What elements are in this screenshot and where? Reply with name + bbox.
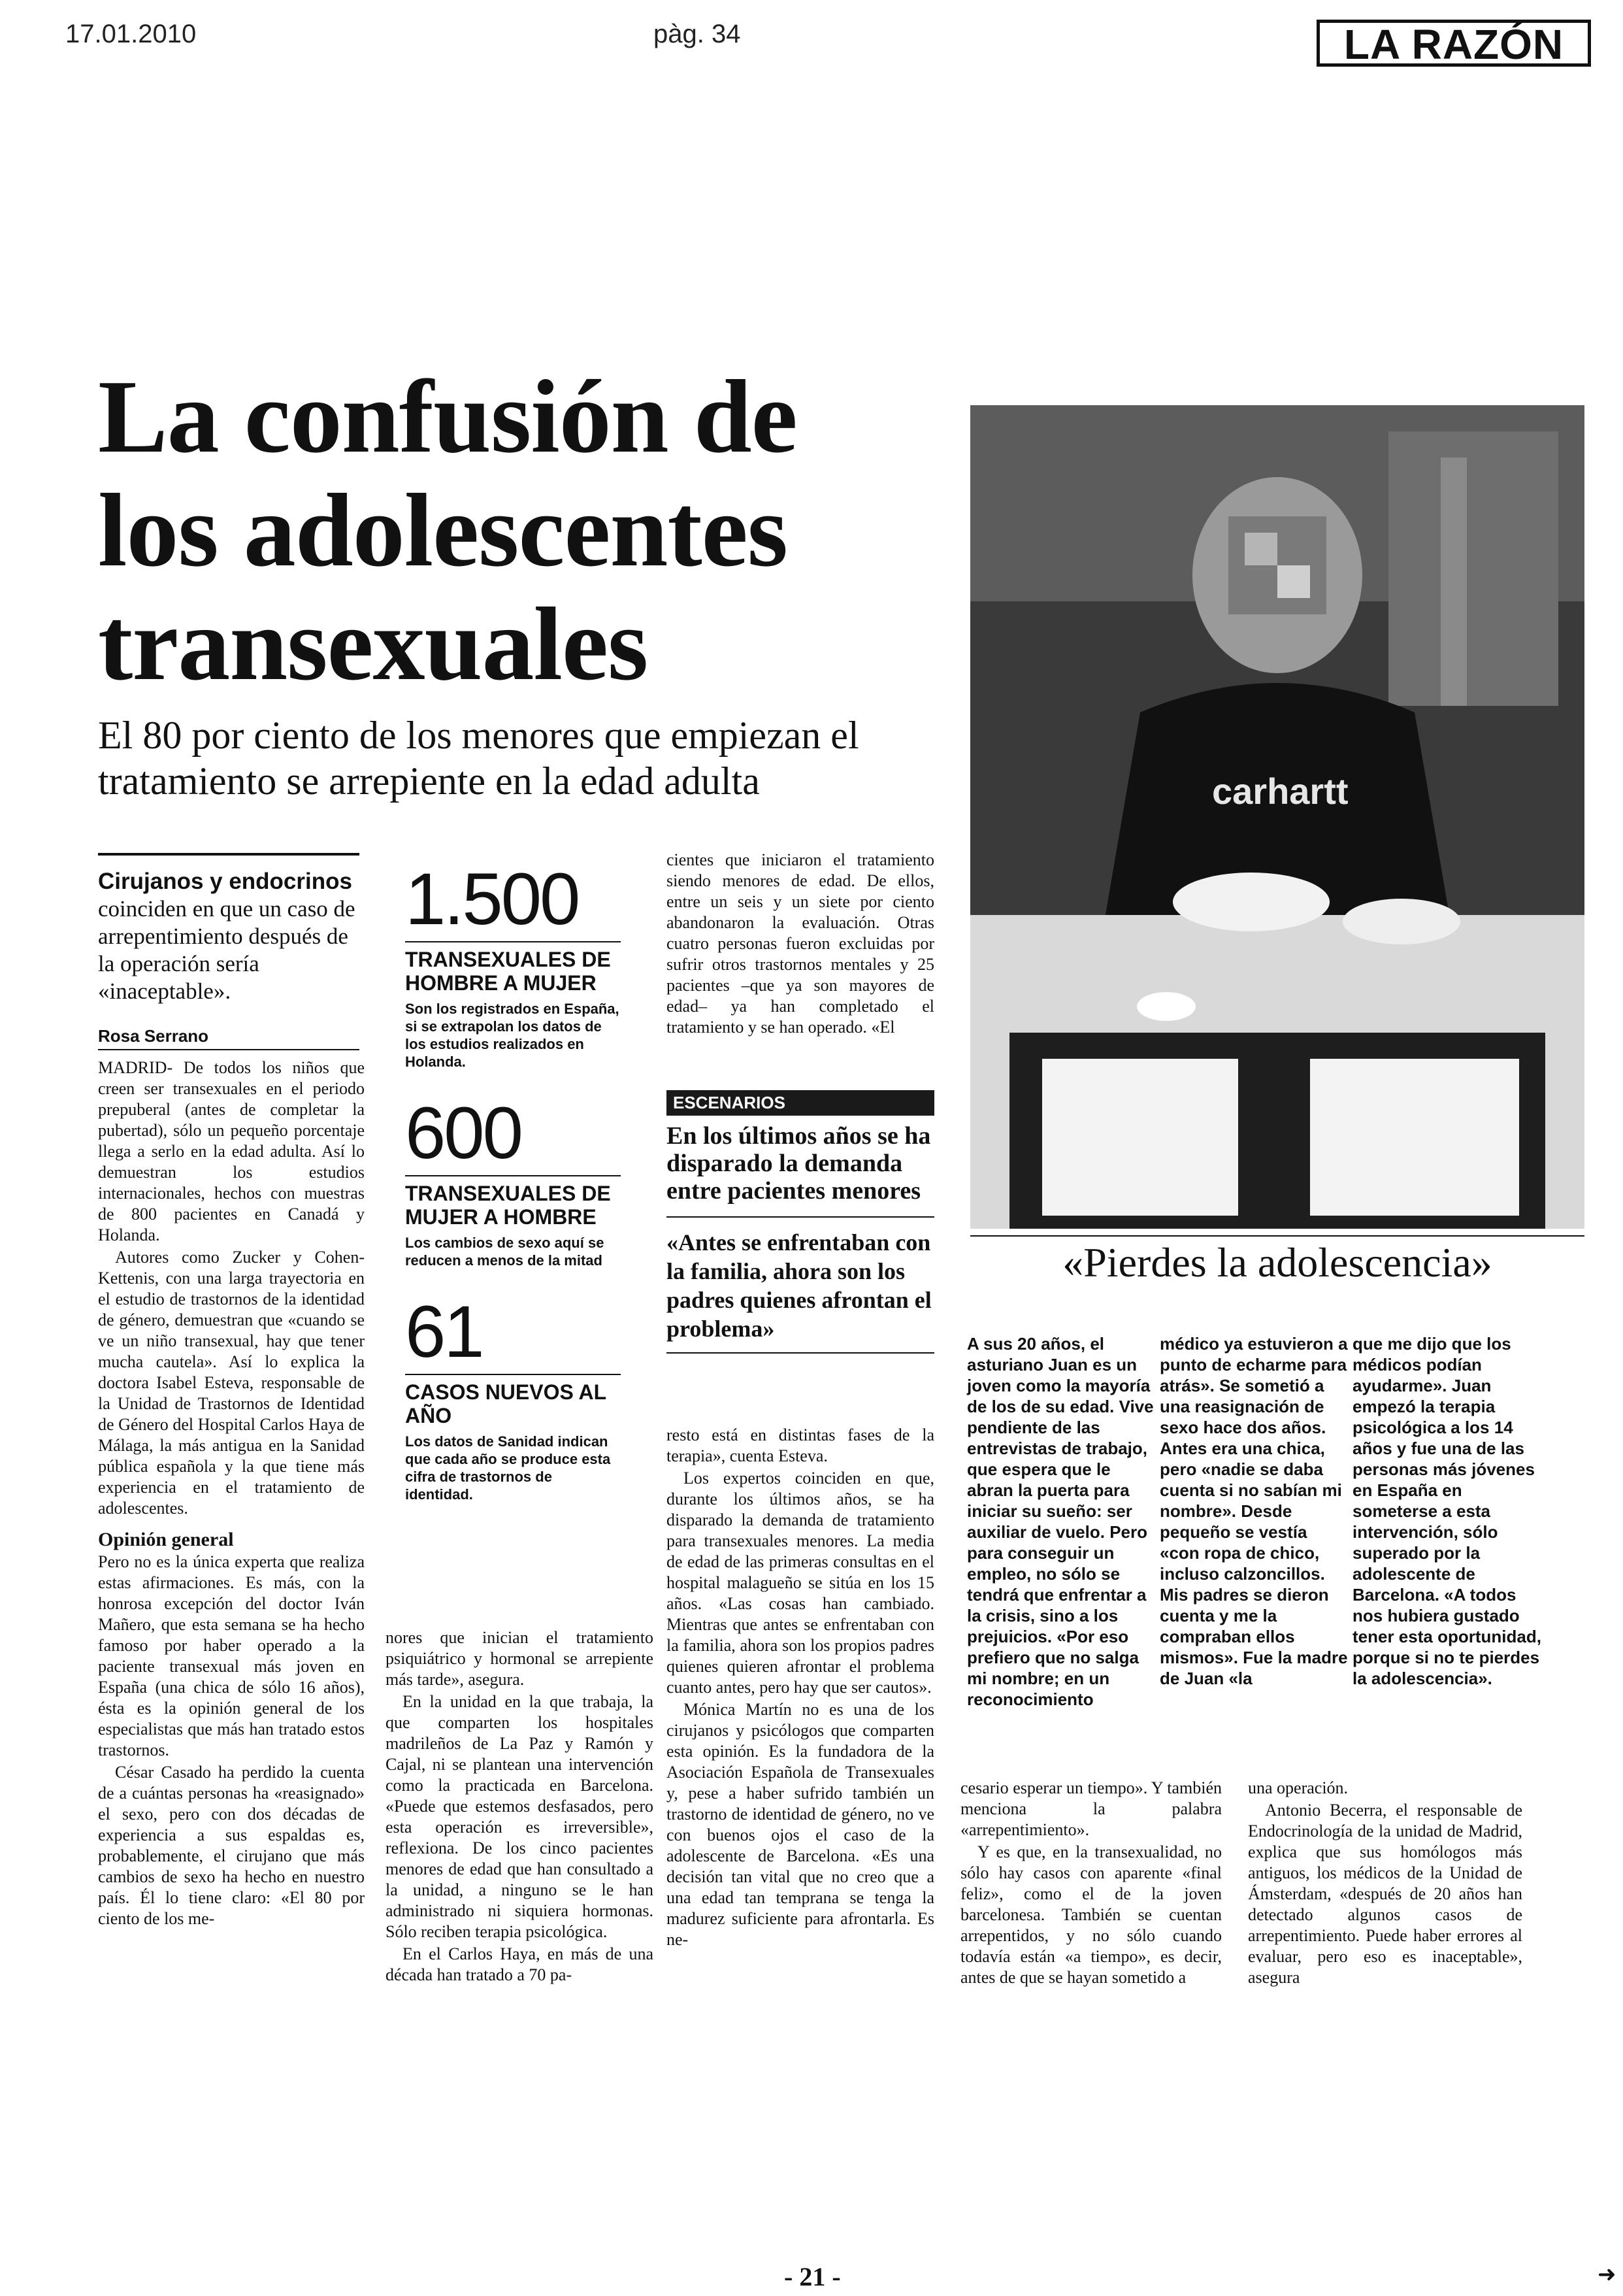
paragraph: En la unidad en la que trabaja, la que comparten los hospitales madrileños de La Paz y Ramón y Cajal, ni se plantean una intervención como la practicada en Barcelona. «Puede que estemos desfasados, pero esta operación es irreversible», reflexiona. De los cinco pacientes menores de edad que han consultado a la unidad, a ninguno se le han administrado ni siquiera hormonas. Sólo reciben terapia psicológica. — [385, 1692, 653, 1941]
lead-rule — [98, 853, 359, 856]
stat-description: Son los registrados en España, si se extrapolan los datos de los estudios realizados en Holanda. — [405, 1001, 619, 1070]
paragraph: Pero no es la única experta que realiza estas afirmaciones. Es más, con la honrosa excepción del doctor Iván Mañero, que esta semana se ha hecho famoso por haber operado a la paciente transexual más joven en España (una chica de sólo 16 años), ésta es la opinión general de los especialistas que más han tratado estos trastornos. — [98, 1552, 365, 1759]
stat-rule — [405, 1374, 621, 1375]
byline: Rosa Serrano — [98, 1026, 209, 1046]
escenarios-headline: En los últimos años se ha disparado la demanda entre pacientes menores — [666, 1122, 931, 1205]
stat-rule — [405, 941, 621, 942]
paragraph: nores que inician el tratamiento psiquiátrico y hormonal se arrepiente más tarde», asegura. — [385, 1628, 653, 1689]
escenarios-banner: ESCENARIOS — [666, 1090, 934, 1116]
paragraph: una operación. — [1248, 1778, 1349, 1797]
photo-illustration — [970, 405, 1584, 1229]
headline: La confusión de los adolescentes transexuales — [98, 358, 797, 702]
stat-number: 61 — [405, 1291, 483, 1373]
sidebar-column-1: A sus 20 años, el asturiano Juan es un joven como la mayoría de los de su edad. Vive pendiente de las entrevistas de trabajo, que espera que le abran la puerta para iniciar su sueño: ser auxiliar de vuelo. Pero para conseguir un empleo, no sólo se tendrá que enfrentar a la crisis, sino a los prejuicios. «Por eso prefiero que no salga mi nombre; en un reconocimiento — [967, 1334, 1154, 1709]
page-reference: pàg. 34 — [653, 20, 741, 48]
stat-label: CASOS NUEVOS AL AÑO — [405, 1380, 606, 1427]
stat-label: TRANSEXUALES DE HOMBRE A MUJER — [405, 948, 611, 995]
photo-young-man-eating — [970, 405, 1584, 1229]
stat-number: 1.500 — [405, 858, 579, 940]
article-column-2 — [385, 1627, 653, 1987]
stat-description: Los cambios de sexo aquí se reducen a menos de la mitad — [405, 1235, 604, 1269]
paragraph: MADRID- De todos los niños que creen ser transexuales en el periodo prepuberal (antes de completar la pubertad), sólo un pequeño porcentaje llega a serlo en la edad adulta. Así lo demuestran los estudios internacionales, hechos con muestras de 800 pacientes en Canadá y Holanda. — [98, 1058, 365, 1244]
newspaper-logo: LA RAZÓN — [1317, 20, 1591, 67]
stat-rule — [405, 1175, 621, 1176]
article-column-4 — [960, 1778, 1222, 1989]
page-number: - 21 - — [784, 2262, 841, 2291]
escenarios-box — [666, 1090, 934, 1354]
paragraph: Autores como Zucker y Cohen-Kettenis, con una larga trayectoria en el estudio de trastornos de la identidad de género, demuestran que «cuando se ve un niño transexual, hay que tener mucha cautela». Así lo explica la doctora Isabel Esteva, responsable de la Unidad de Trastornos de Identidad de Género del Hospital Carlos Haya de Málaga, la más antigua en la Sanidad pública española y la que tiene más experiencia en el tratamiento de adolescentes. — [98, 1248, 365, 1518]
continue-arrow-icon: ➜ — [1598, 2262, 1616, 2287]
lead-bold: Cirujanos y endocrinos — [98, 869, 352, 894]
stat-block — [405, 858, 621, 1071]
escenarios-rule — [666, 1216, 934, 1218]
caption-rule — [970, 1235, 1584, 1237]
sidebar-column-3: que me dijo que los médicos podían ayudarme». Juan empezó la terapia psicológica a los 14 años y fue una de las personas más jóvenes en España en someterse a esta intervención, sólo superado por la adolescente de Barcelona. «A todos nos hubiera gustado tener esta oportunidad, porque si no te pierdes la adolescencia». — [1352, 1334, 1541, 1688]
stats-panel — [405, 858, 621, 1503]
lead-text: coinciden en que un caso de arrepentimiento después de la operación sería «inaceptable». — [98, 896, 355, 1004]
paragraph: Y es que, en la transexualidad, no sólo hay casos con aparente «final feliz», como el de la joven barcelonesa. También se cuentan arrepentidos, y no sólo cuando todavía están «a tiempo», es decir, antes de que se hayan sometido a — [960, 1842, 1222, 1987]
lead-summary — [98, 868, 359, 1005]
escenarios-quote: «Antes se enfrentaban con la familia, ahora son los padres quienes afrontan el problema» — [666, 1229, 932, 1342]
paragraph: cientes que iniciaron el tratamiento siendo menores de edad. De ellos, entre un seis y un siete por ciento abandonaron la evaluación. Otras cuatro personas fueron excluidas por sufrir otros trastornos mentales y 25 pacientes –que ya son mayores de edad– ya han completado el tratamiento y se han operado. «El — [666, 850, 934, 1037]
paragraph: Antonio Becerra, el responsable de Endocrinología de la unidad de Madrid, explica que sus homólogos más antiguos, los médicos de la Unidad de Ámsterdam, «después de 20 años han detectado algunos casos de arrepentimiento. Puede haber errores al evaluar, pero eso es inaceptable», asegura — [1248, 1801, 1522, 1987]
article-column-1 — [98, 1057, 365, 1931]
paragraph: cesario esperar un tiempo». Y también menciona la palabra «arrepentimiento». — [960, 1778, 1222, 1839]
article-column-3-bottom — [666, 1425, 934, 1952]
byline-rule — [98, 1049, 359, 1050]
subheadline: El 80 por ciento de los menores que empiezan el tratamiento se arrepiente en la edad adulta — [98, 714, 859, 803]
article-column-3-top — [666, 850, 934, 1039]
sidebar-title: «Pierdes la adolescencia» — [1062, 1239, 1492, 1286]
paragraph: César Casado ha perdido la cuenta de a cuántas personas ha «reasignado» el sexo, pero con dos décadas de experiencia a sus espaldas es, probablemente, el cirujano que más cambios de sexo ha hecho en nuestro país. Él lo tiene claro: «El 80 por ciento de los me- — [98, 1763, 365, 1928]
paragraph: Mónica Martín no es una de los cirujanos y psicólogos que comparten esta opinión. Es la fundadora de la Asociación Española de Transexuales y, pese a haber sufrido también un trastorno de identidad de género, no ve con buenos ojos el caso de la adolescente de Barcelona. «Es una decisión tan vital que no creo que a una edad tan temprana se tenga la madurez suficiente para afrontarla. Es ne- — [666, 1700, 934, 1949]
escenarios-rule — [666, 1352, 934, 1354]
stat-description: Los datos de Sanidad indican que cada año se produce esta cifra de trastornos de identidad. — [405, 1433, 611, 1503]
paragraph: Los expertos coinciden en que, durante los últimos años, se ha disparado la demanda de tratamiento para transexuales menores. La media de edad de las primeras consultas en el hospital malagueño se sitúa en los 15 años. «Las cosas han cambiado. Mientras que antes se enfrentaban con la familia, ahora son los propios padres quienes quieren afrontar el problema cuanto antes, pero hay que ser cautos». — [666, 1469, 934, 1697]
stat-block — [405, 1291, 621, 1503]
sidebar-column-2: médico ya estuvieron a punto de echarme para atrás». Se sometió a una reasignación de sexo hace dos años. Antes era una chica, pero «nadie se daba cuenta si no sabían mi nombre». Desde pequeño se vestía «con ropa de chico, incluso calzoncillos. Mis padres se dieron cuenta y me la compraban ellos mismos». Fue la madre de Juan «la — [1160, 1334, 1348, 1688]
section-subtitle: Opinión general — [98, 1529, 234, 1550]
stat-label: TRANSEXUALES DE MUJER A HOMBRE — [405, 1182, 611, 1229]
paragraph: resto está en distintas fases de la terapia», cuenta Esteva. — [666, 1425, 934, 1465]
stat-block — [405, 1092, 621, 1269]
stat-number: 600 — [405, 1092, 521, 1174]
issue-date: 17.01.2010 — [65, 20, 197, 48]
paragraph: En el Carlos Haya, en más de una década han tratado a 70 pa- — [385, 1944, 653, 1984]
article-column-5 — [1248, 1778, 1522, 1989]
shirt-logo: carhartt — [1212, 771, 1349, 812]
